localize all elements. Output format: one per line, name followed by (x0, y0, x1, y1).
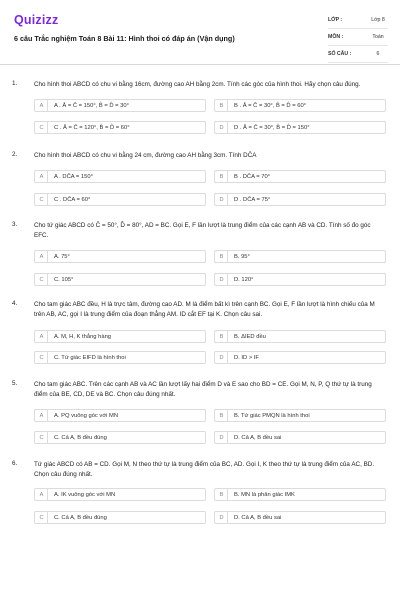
option-d[interactable] (214, 351, 386, 364)
meta-row-count (328, 46, 388, 63)
option-b[interactable] (214, 488, 386, 501)
meta-value: Toán (372, 34, 384, 40)
meta-key: SỐ CÂU : (328, 51, 352, 57)
meta-table (328, 12, 388, 63)
option-a[interactable] (34, 330, 206, 343)
option-text: B. 95° (234, 253, 250, 260)
option-letter: D (216, 122, 228, 133)
option-a[interactable] (34, 99, 206, 112)
question-number: 3. (12, 221, 18, 228)
question-text: Cho hình thoi ABCD có chu vi bằng 16cm, đường cao AH bằng 2cm. Tính các góc của hình thoi. Hãy chọn câu đúng. (34, 81, 361, 88)
question-number: 2. (12, 151, 18, 158)
question-text: Tứ giác ABCD có AB = CD. Gọi M, N theo thứ tự là trung điểm của BC, AD. Gọi I, K theo thứ tự là trung điểm của AC, BD. Chọn câu đúng nhất. (34, 461, 375, 478)
question-text: Cho tứ giác ABCD có Ĉ = 50°, D̂ = 80°, AD = BC. Gọi E, F lần lượt là trung điểm của các cạnh AB và CD. Tính số đo góc EFC. (34, 222, 371, 239)
option-d[interactable] (214, 273, 386, 286)
meta-value: 6 (376, 51, 380, 57)
option-text: A. PQ vuông góc với MN (54, 412, 119, 419)
option-text: B. MN là phân giác IMK (234, 491, 295, 498)
option-text: B . Â = Ĉ = 30°, B̂ = D̂ = 60° (234, 102, 306, 109)
question-number: 4. (12, 300, 18, 307)
question-number: 5. (12, 380, 18, 387)
option-letter: C (36, 512, 48, 523)
option-letter: C (36, 432, 48, 443)
option-text: C . Â = Ĉ = 120°, B̂ = D̂ = 60° (54, 124, 130, 131)
question-number: 1. (12, 80, 18, 87)
option-a[interactable] (34, 409, 206, 422)
option-text: B. Tứ giác PMQN là hình thoi (234, 412, 310, 419)
question-text: Cho hình thoi ABCD có chu vi bằng 24 cm, đường cao AH bằng 3cm. Tính DĈA (34, 152, 257, 159)
option-c[interactable] (34, 511, 206, 524)
option-text: D . DĈA = 75° (234, 196, 271, 203)
option-text: A. IK vuông góc với MN (54, 491, 116, 498)
option-letter: A (36, 251, 48, 262)
option-letter: A (36, 331, 48, 342)
option-letter: B (216, 331, 228, 342)
option-c[interactable] (34, 193, 206, 206)
option-text: A. 75° (54, 253, 70, 260)
option-d[interactable] (214, 121, 386, 134)
option-b[interactable] (214, 99, 386, 112)
option-c[interactable] (34, 431, 206, 444)
option-letter: B (216, 410, 228, 421)
option-text: D. Cả A, B đều sai (234, 514, 282, 521)
option-text: D . Â = Ĉ = 30°, B̂ = D̂ = 150° (234, 124, 310, 131)
option-d[interactable] (214, 193, 386, 206)
question-text: Cho tam giác ABC. Trên các cạnh AB và AC lần lượt lấy hai điểm D và E sao cho BD = CE. Gọi M, N, P, Q thứ tự là trung điểm của BE, CD, DE và BC. Chọn câu đúng nhất. (34, 381, 372, 398)
option-letter: B (216, 251, 228, 262)
option-text: D. Cả A, B đều sai (234, 434, 282, 441)
option-letter: D (216, 512, 228, 523)
quizizz-logo: Quizizz (14, 13, 59, 27)
option-letter: D (216, 274, 228, 285)
option-letter: D (216, 432, 228, 443)
option-a[interactable] (34, 170, 206, 183)
option-text: A . DĈA = 150° (54, 173, 93, 180)
option-letter: A (36, 100, 48, 111)
page-title: 6 câu Trắc nghiệm Toán 8 Bài 11: Hình thoi có đáp án (Vận dụng) (14, 34, 235, 43)
option-c[interactable] (34, 273, 206, 286)
option-d[interactable] (214, 431, 386, 444)
header (0, 0, 400, 65)
option-letter: C (36, 352, 48, 363)
option-a[interactable] (34, 488, 206, 501)
option-b[interactable] (214, 409, 386, 422)
option-letter: C (36, 122, 48, 133)
option-text: D. 120° (234, 276, 254, 283)
option-text: C. Cả A, B đều đúng (54, 434, 107, 441)
option-text: A . Â = Ĉ = 150°, B̂ = D̂ = 30° (54, 102, 129, 109)
option-d[interactable] (214, 511, 386, 524)
option-a[interactable] (34, 250, 206, 263)
option-c[interactable] (34, 351, 206, 364)
option-text: C. 105° (54, 276, 74, 283)
meta-key: MÔN : (328, 34, 344, 40)
option-letter: D (216, 194, 228, 205)
option-text: B. ΔIED đều (234, 333, 266, 340)
option-b[interactable] (214, 330, 386, 343)
meta-key: LỚP : (328, 17, 343, 23)
option-text: C . DĈA = 60° (54, 196, 91, 203)
option-text: A. M, H, K thẳng hàng (54, 333, 112, 340)
option-letter: A (36, 410, 48, 421)
option-letter: B (216, 489, 228, 500)
option-text: B . DĈA = 70° (234, 173, 270, 180)
option-letter: C (36, 274, 48, 285)
option-letter: D (216, 352, 228, 363)
option-text: C. Cả A, B đều đúng (54, 514, 107, 521)
option-b[interactable] (214, 170, 386, 183)
option-c[interactable] (34, 121, 206, 134)
option-text: C. Tứ giác EIFD là hình thoi (54, 354, 126, 361)
option-letter: C (36, 194, 48, 205)
question-number: 6. (12, 460, 18, 467)
option-letter: B (216, 100, 228, 111)
meta-row-grade (328, 12, 388, 29)
option-letter: A (36, 171, 48, 182)
option-text: D. ID > IF (234, 354, 259, 361)
option-letter: A (36, 489, 48, 500)
question-text: Cho tam giác ABC đều, H là trực tâm, đường cao AD. M là điểm bất kì trên cạnh BC. Gọi E, F lần lượt là hình chiếu của M trên AB, AC, gọi I là trung điểm của đoạn thẳng AM. ID cắt EF tại K. Chọn câu sai. (34, 301, 375, 318)
option-b[interactable] (214, 250, 386, 263)
meta-row-subject (328, 29, 388, 46)
meta-value: Lớp 8 (371, 17, 385, 23)
option-letter: B (216, 171, 228, 182)
